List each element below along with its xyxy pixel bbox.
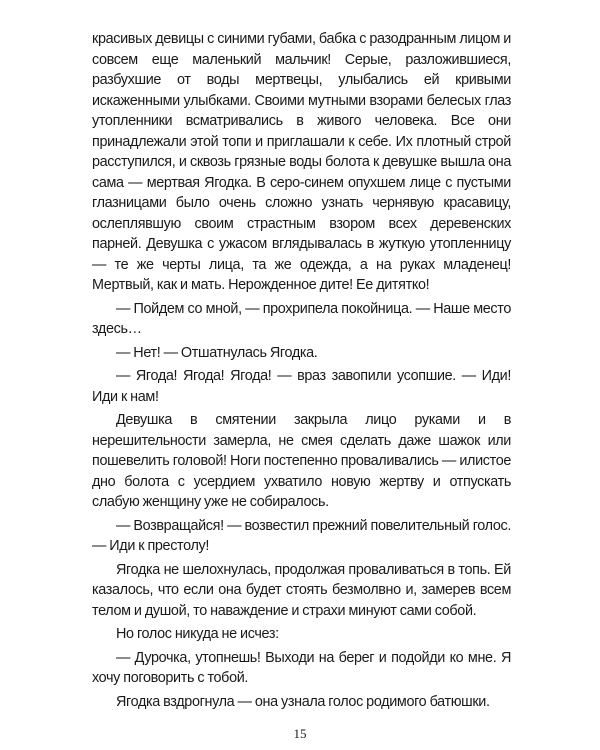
page-number: 15 [293, 726, 307, 741]
page-text-block [92, 29, 511, 712]
paragraph-narration: Ягодка не шелохнулась, продолжая проваливаться в топь. Ей казалось, что если она будет стоять безмолвно и, замерев всем телом и душой, то наваждение и страхи минуют сами собой. [92, 561, 511, 619]
paragraph-dialogue: — Дурочка, утопнешь! Выходи на берег и подойди ко мне. Я хочу поговорить с тобой. [92, 649, 511, 686]
paragraph-narration: Но голос никуда не исчез: [116, 626, 279, 642]
paragraph-dialogue: — Нет! — Отшатнулась Ягодка. [116, 344, 318, 361]
paragraph-dialogue: — Пойдем со мной, — прохрипела покойница. — Наше место здесь… [92, 300, 511, 337]
paragraph-continuation: красивых девицы с синими губами, бабка с разодранным лицом и совсем еще маленький мальчик! Серые, разложившиеся, разбухшие от воды мертвецы, улыбались ей кривыми искаженными улыбками. Своими мутными взорами белесых глаз утопленники всматривались в живого человека. Все они принадлежали этой топи и приглашали к себе. Их плотный строй расступился, и сквозь грязные воды болота к девушке вышла она сама — мертвая Ягодка. В серо-синем опухшем лице с пустыми глазницами было очень сложно узнать чернявую красавицу, ослеплявшую своим страстным взором всех деревенских парней. Девушка с ужасом вглядывалась в жуткую утопленницу — те же черты лица, та же одежда, а на руках младенец! Мертвый, как и мать. Нерожденное дите! Ее дитятко! [92, 31, 511, 293]
paragraph-dialogue: — Ягода! Ягода! Ягода! — враз завопили усопшие. — Иди! Иди к нам! [92, 368, 511, 405]
paragraph-dialogue: — Возвращайся! — возвестил прежний повелительный голос. — Иди к престолу! [92, 517, 511, 554]
paragraph-narration: Ягодка вздрогнула — она узнала голос родимого батюшки. [116, 693, 490, 710]
paragraph-narration: Девушка в смятении закрыла лицо руками и в нерешительности замерла, не смея сделать даже шажок или пошевелить головой! Ноги постепенно проваливались — илистое дно болота с усердием ухватило новую жертву и отпускать слабую женщину уже не собиралось. [92, 412, 511, 510]
